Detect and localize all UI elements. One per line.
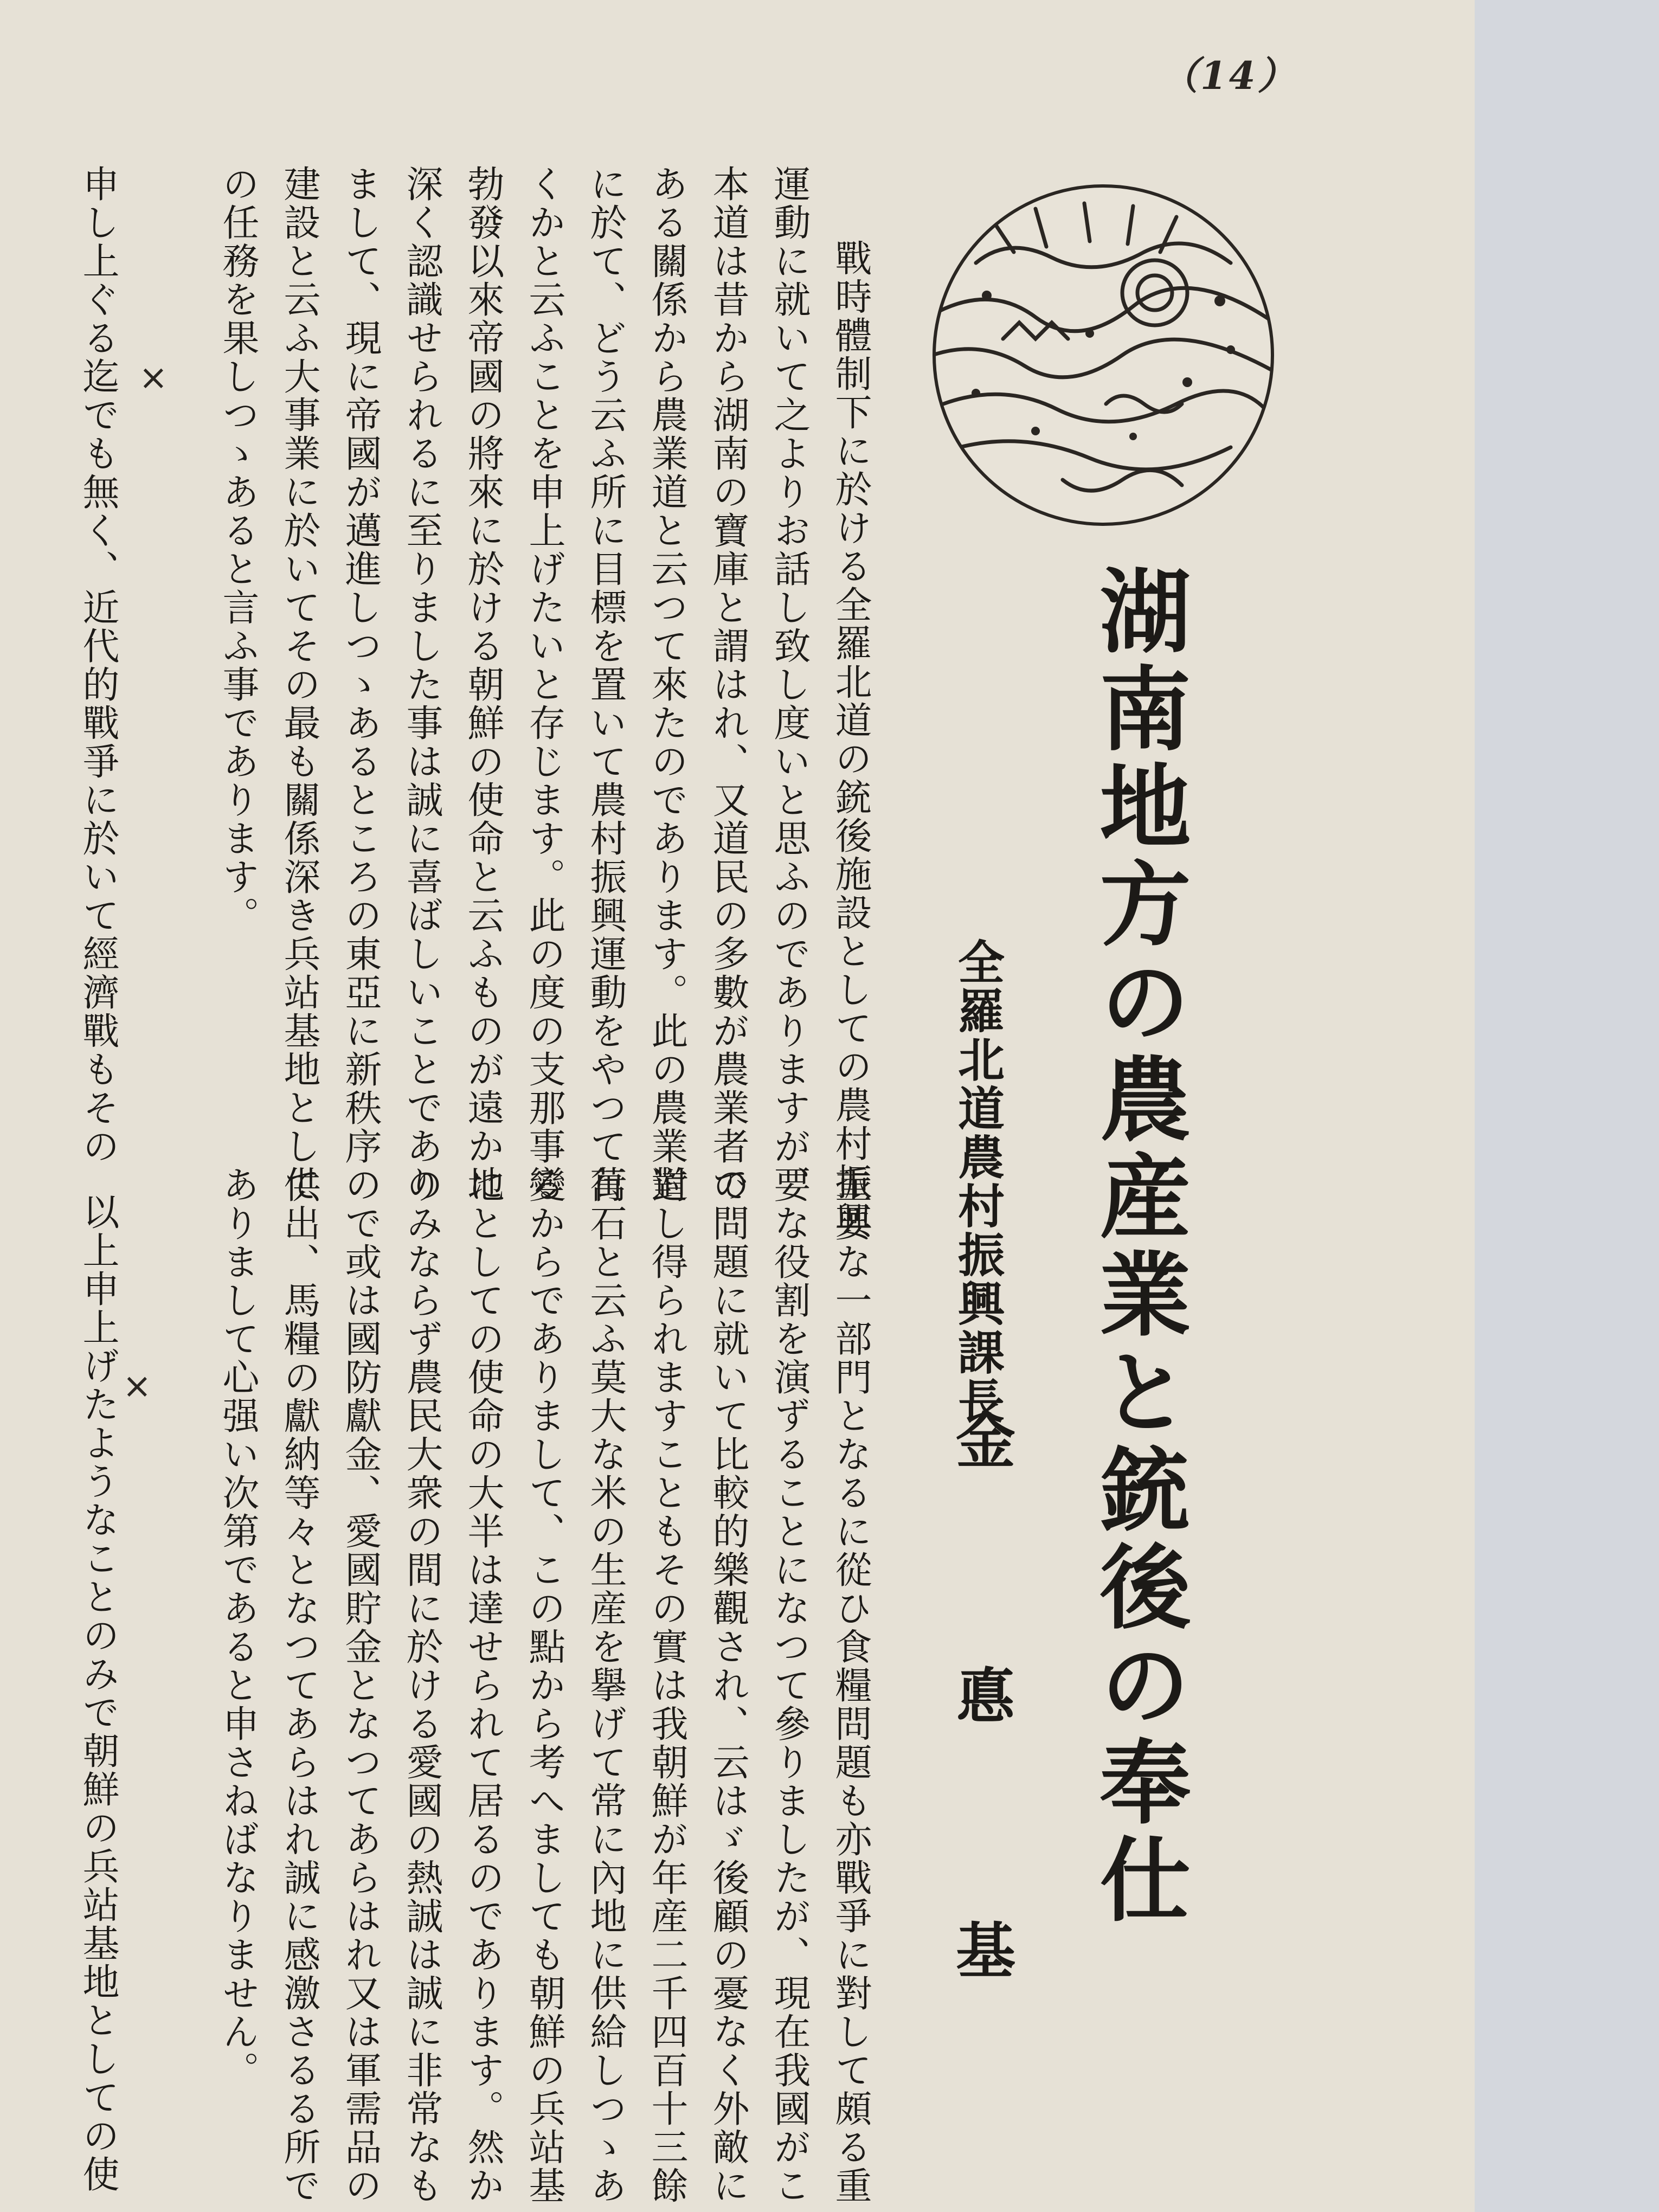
upper-text-column: 運動に就いて之よりお話し致し度いと思ふのでありますが、 xyxy=(768,165,811,1204)
upper-text-column: 申し上ぐる迄でも無く、近代的戰爭に於いて經濟戰もその xyxy=(76,165,119,1166)
lower-text-column: 以上申上げたようなことのみで朝鮮の兵站基地としての使 xyxy=(76,1193,119,2194)
lower-text-column: 萬石と云ふ莫大な米の生産を擧げて常に內地に供給しつゝあ xyxy=(584,1166,627,2205)
upper-text-column: くかと云ふことを申上げたいと存じます。此の度の支那事變 xyxy=(523,165,565,1204)
lower-text-column: ので或は國防獻金、愛國貯金となつてあらはれ又は軍需品の xyxy=(339,1166,382,2205)
author-position: 全羅北道農村振興課長 xyxy=(950,938,1005,1426)
upper-text-column: まして、現に帝國が邁進しつゝあるところの東亞に新秩序の xyxy=(339,165,382,1204)
upper-text-column: 深く認識せられるに至りました事は誠に喜ばしいことであり xyxy=(400,165,443,1204)
lower-text-column: 對し得られますこともその實は我朝鮮が年産二千四百十三餘 xyxy=(645,1166,688,2205)
background-surface xyxy=(1475,0,1659,2212)
lower-text-column: 要な役割を演ずることになつて參りましたが、現在我國がこ xyxy=(768,1166,811,2205)
upper-text-column: 勃發以來帝國の將來に於ける朝鮮の使命と云ふものが遠かに xyxy=(461,165,504,1204)
lower-text-column: の問題に就いて比較的樂觀され、云はゞ後顧の憂なく外敵に xyxy=(706,1166,749,2205)
upper-text-column: ある關係から農業道と云つて來たのであります。此の農業道 xyxy=(645,165,688,1204)
page-number: （14） xyxy=(1160,53,1298,98)
lower-text-column: 重要な一部門となるに從ひ食糧問題も亦戰爭に對して頗る重 xyxy=(829,1166,872,2205)
upper-text-column: に於て、どう云ふ所に目標を置いて農村振興運動をやつて行 xyxy=(584,165,627,1204)
lower-text-column: 地としての使命の大半は達せられて居るのであります。然か xyxy=(461,1166,504,2205)
lower-text-column: ありまして心强い次第であると申さねばなりません。 xyxy=(216,1166,259,2089)
lower-text-column: るからでありまして、この點から考へましても朝鮮の兵站基 xyxy=(523,1166,565,2205)
upper-text-column: 戰時體制下に於ける全羅北道の銃後施設としての農村振興 xyxy=(829,201,872,1240)
section-separator-mark: × xyxy=(123,1366,152,1406)
lower-text-column: のみならず農民大衆の間に於ける愛國の熱誠は誠に非常なも xyxy=(400,1166,443,2205)
section-separator-mark: × xyxy=(139,358,168,398)
lower-text-column: 供出、馬糧の獻納等々となつてあらはれ誠に感激さるる所で xyxy=(278,1166,320,2205)
circular-illustration-icon xyxy=(927,176,1279,534)
upper-text-column: 本道は昔から湖南の寶庫と謂はれ、又道民の多數が農業者で xyxy=(706,165,749,1204)
upper-text-column: の任務を果しつゝあると言ふ事であります。 xyxy=(216,165,259,935)
upper-text-column: 建設と云ふ大事業に於いてその最も關係深き兵站基地として xyxy=(278,165,320,1204)
author-name: 金 悳 基 xyxy=(946,1410,1016,1979)
article-title: 湖南地方の農産業と銃後の奉仕 xyxy=(1085,564,1192,1930)
